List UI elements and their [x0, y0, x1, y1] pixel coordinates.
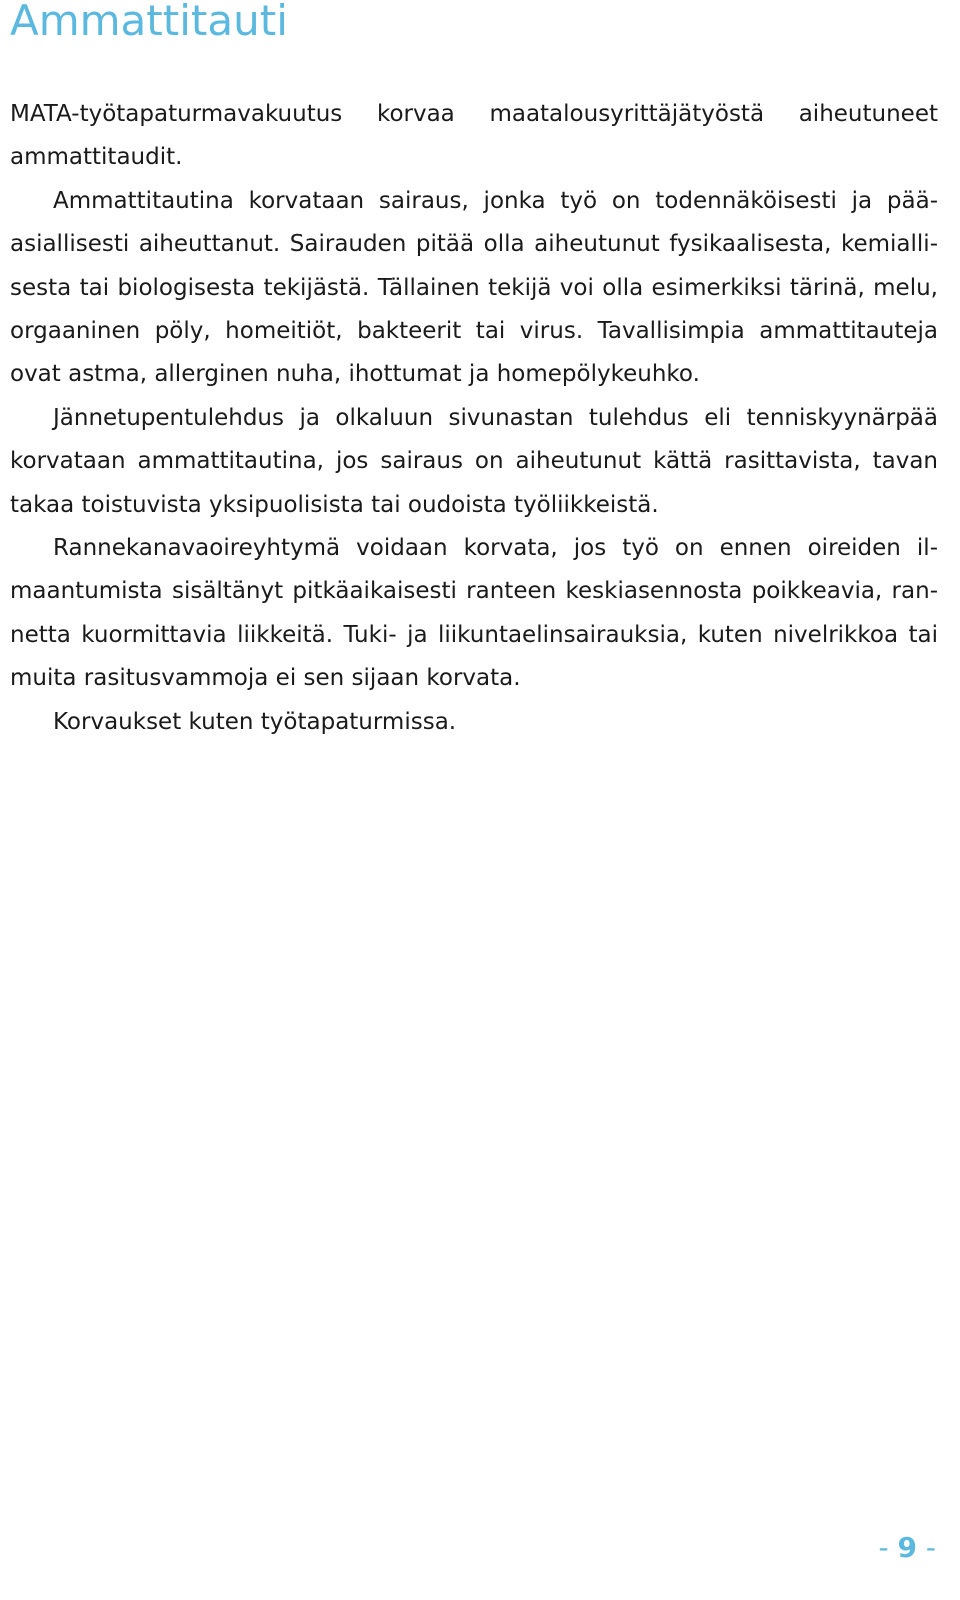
page-number-value: 9	[897, 1531, 917, 1564]
paragraph-intro: MATA-työtapaturmavakuutus korvaa maatalousyrittäjätyöstä aiheutuneet ammattitaudit.	[10, 101, 938, 171]
paragraph-carpal-tunnel: Rannekanavaoireyhtymä voidaan korvata, jos työ on ennen oireiden ilmaantumista sisältänyt pitkäaikaisesti ranteen keskiasennosta poikkeavia, rannetta kuormittavia liikkeitä. Tuki- ja liikuntaelinsairauksia, kuten nivelrikkoa tai muita rasitusvammoja ei sen sijaan korvata.	[10, 535, 938, 692]
paragraph-compensation: Korvaukset kuten työtapaturmissa.	[53, 708, 457, 735]
paragraph-definition: Ammattitautina korvataan sairaus, jonka työ on todennäköisesti ja pääasiallisesti aiheuttanut. Sairauden pitää olla aiheutunut fysikaalisesta, kemiallisesta tai biologisesta tekijästä. Tällainen tekijä voi olla esimerkiksi tärinä, melu, orgaaninen pöly, homeitiöt, bakteerit tai virus. Tavallisimpia ammattitauteja ovat astma, allerginen nuha, ihottumat ja homepölykeuhko.	[10, 187, 938, 388]
page-number-suffix: -	[916, 1531, 936, 1564]
page-title: Ammattitauti	[10, 0, 288, 45]
page-number	[878, 1532, 936, 1564]
page-number-prefix: -	[878, 1531, 898, 1564]
paragraph-tendinitis: Jännetupentulehdus ja olkaluun sivunastan tulehdus eli tenniskyynärpää korvataan ammattitautina, jos sairaus on aiheutunut kättä rasittavista, tavan takaa toistuvista yksipuolisista tai oudoista työliikkeistä.	[10, 404, 938, 518]
body-text	[10, 93, 938, 744]
